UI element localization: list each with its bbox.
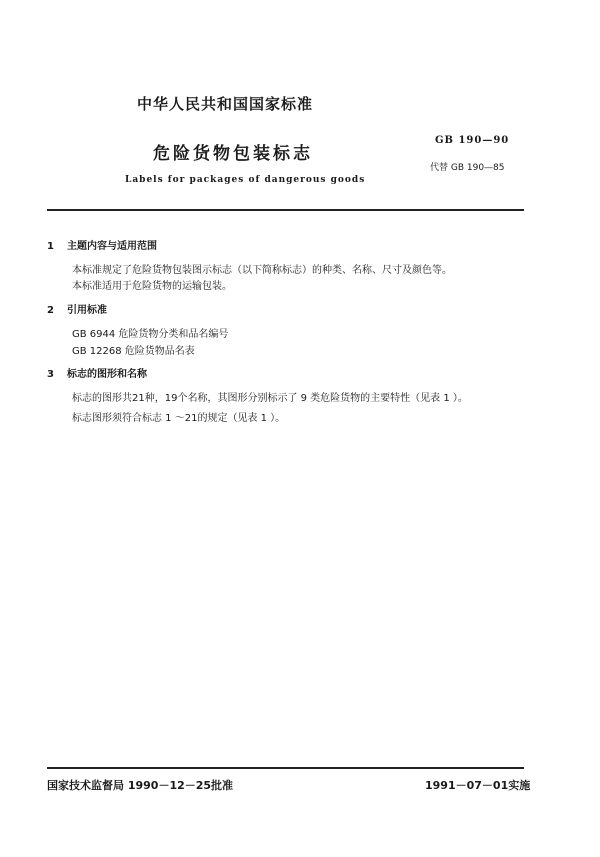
section-3-heading (47, 365, 147, 380)
section-1-heading (47, 237, 157, 252)
section-3-paragraph-2: 标志图形须符合标志 1 ～21的规定（见表 1 ）。 (72, 413, 286, 424)
section-2-title: 引用标准 (67, 305, 107, 316)
approval-date: 国家技术监督局 1990－12－25批准 (47, 779, 234, 792)
document-title-english: Labels for packages of dangerous goods (125, 175, 366, 185)
footer-divider (47, 767, 524, 769)
reference-standard-1: GB 6944 危险货物分类和品名编号 (72, 329, 229, 340)
document-title: 危险货物包装标志 (153, 144, 313, 164)
national-standard-label: 中华人民共和国国家标准 (137, 95, 314, 113)
section-3-paragraph-1: 标志的图形共21种，19个名称，其图形分别标示了 9 类危险货物的主要特性（见表 1 ）。 (72, 393, 468, 404)
section-2-number: 2 (47, 305, 54, 316)
replaces-note: 代替 GB 190—85 (430, 163, 505, 173)
section-1-paragraph-1: 本标准规定了危险货物包装图示标志（以下简称标志）的种类、名称、尺寸及颜色等。 (72, 265, 452, 276)
section-3-title: 标志的图形和名称 (67, 369, 147, 380)
standard-number: GB 190—90 (435, 135, 510, 146)
section-1-title: 主题内容与适用范围 (67, 241, 157, 252)
reference-standard-2: GB 12268 危险货物品名表 (72, 346, 195, 357)
header-divider (47, 209, 524, 211)
section-1-number: 1 (47, 241, 54, 252)
section-2-heading (47, 301, 107, 316)
section-3-number: 3 (47, 369, 54, 380)
section-1-paragraph-2: 本标准适用于危险货物的运输包装。 (72, 281, 232, 292)
implementation-date: 1991－07－01实施 (425, 779, 531, 792)
